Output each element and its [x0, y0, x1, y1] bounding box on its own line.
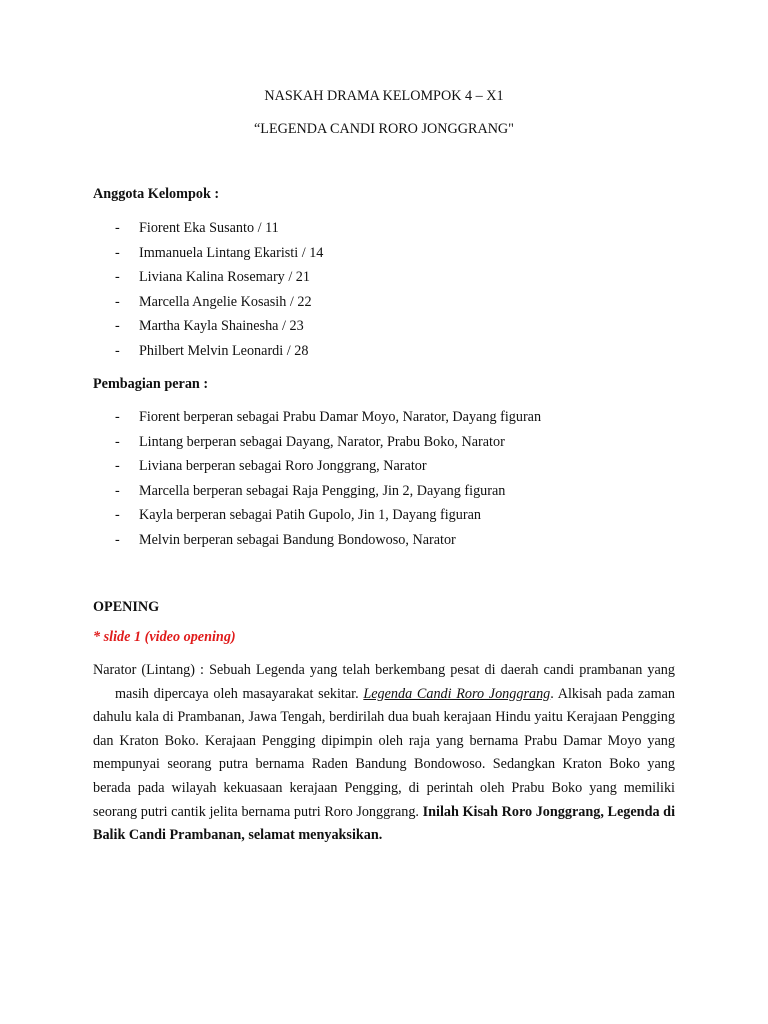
bullet-dash: - [115, 220, 120, 236]
bullet-dash: - [115, 433, 120, 450]
role-assignment: Fiorent berperan sebagai Prabu Damar Moyo, Narator, Dayang figuran [139, 409, 542, 425]
role-assignment: Liviana berperan sebagai Roro Jonggrang, Narator [139, 458, 427, 475]
narration-line: mempunyai seorang putra bernama Raden Bandung Bondowoso. Sedangkan Kraton Boko yang [93, 756, 675, 773]
narration-line: dan Kraton Boko. Kerajaan Pengging dipimpin oleh raja yang bernama Prabu Damar Moyo yang [93, 732, 675, 749]
bullet-dash: - [115, 458, 120, 475]
role-assignment: Kayla berperan sebagai Patih Gupolo, Jin 1, Dayang figuran [139, 507, 481, 524]
roles-heading: Pembagian peran : [93, 376, 209, 392]
narration-line: Balik Candi Prambanan, selamat menyaksikan. [93, 827, 383, 844]
bullet-dash: - [115, 244, 120, 261]
legend-title-link: Legenda Candi Roro Jonggrang [363, 685, 551, 702]
play-title: “LEGENDA CANDI RORO JONGGRANG" [254, 121, 514, 137]
members-heading: Anggota Kelompok : [93, 186, 220, 202]
bullet-dash: - [115, 342, 120, 359]
bullet-dash: - [115, 409, 120, 425]
member-name: Immanuela Lintang Ekaristi / 14 [139, 244, 324, 261]
bullet-dash: - [115, 269, 120, 286]
member-name: Marcella Angelie Kosasih / 22 [139, 293, 312, 310]
member-name: Martha Kayla Shainesha / 23 [139, 318, 304, 335]
role-assignment: Melvin berperan sebagai Bandung Bondowoso, Narator [139, 531, 456, 548]
narration-line [93, 801, 675, 825]
narration-text: . Alkisah pada zaman [550, 685, 676, 702]
bullet-dash: - [115, 507, 120, 524]
opening-heading: OPENING [93, 599, 160, 615]
closing-bold-text: Inilah Kisah Roro Jonggrang, Legenda di [422, 803, 676, 820]
slide-note: * slide 1 (video opening) [93, 629, 236, 645]
member-name: Philbert Melvin Leonardi / 28 [139, 342, 309, 359]
role-assignment: Marcella berperan sebagai Raja Pengging, Jin 2, Dayang figuran [139, 482, 506, 499]
bullet-dash: - [115, 293, 120, 310]
narration-paragraph [93, 659, 675, 848]
member-name: Fiorent Eka Susanto / 11 [139, 220, 279, 236]
script-title: NASKAH DRAMA KELOMPOK 4 – X1 [264, 88, 504, 104]
bullet-dash: - [115, 531, 120, 548]
narration-line [93, 683, 675, 707]
narration-text: masih dipercaya oleh masayarakat sekitar. [115, 685, 359, 702]
narration-line: Narator (Lintang) : Sebuah Legenda yang telah berkembang pesat di daerah candi prambanan yang [93, 662, 675, 678]
narration-line: dahulu kala di Prambanan, Jawa Tengah, berdirilah dua buah kerajaan Hindu yaitu Kerajaan Pengging [93, 709, 675, 726]
bullet-dash: - [115, 482, 120, 499]
narration-line: berada pada wilayah kekuasaan kerajaan Pengging, di perintah oleh Prabu Boko yang memiliki [93, 779, 675, 796]
member-name: Liviana Kalina Rosemary / 21 [139, 269, 310, 286]
narration-text: seorang putri cantik jelita bernama putri Roro Jonggrang. [93, 803, 419, 820]
role-assignment: Lintang berperan sebagai Dayang, Narator, Prabu Boko, Narator [139, 433, 505, 450]
bullet-dash: - [115, 318, 120, 335]
